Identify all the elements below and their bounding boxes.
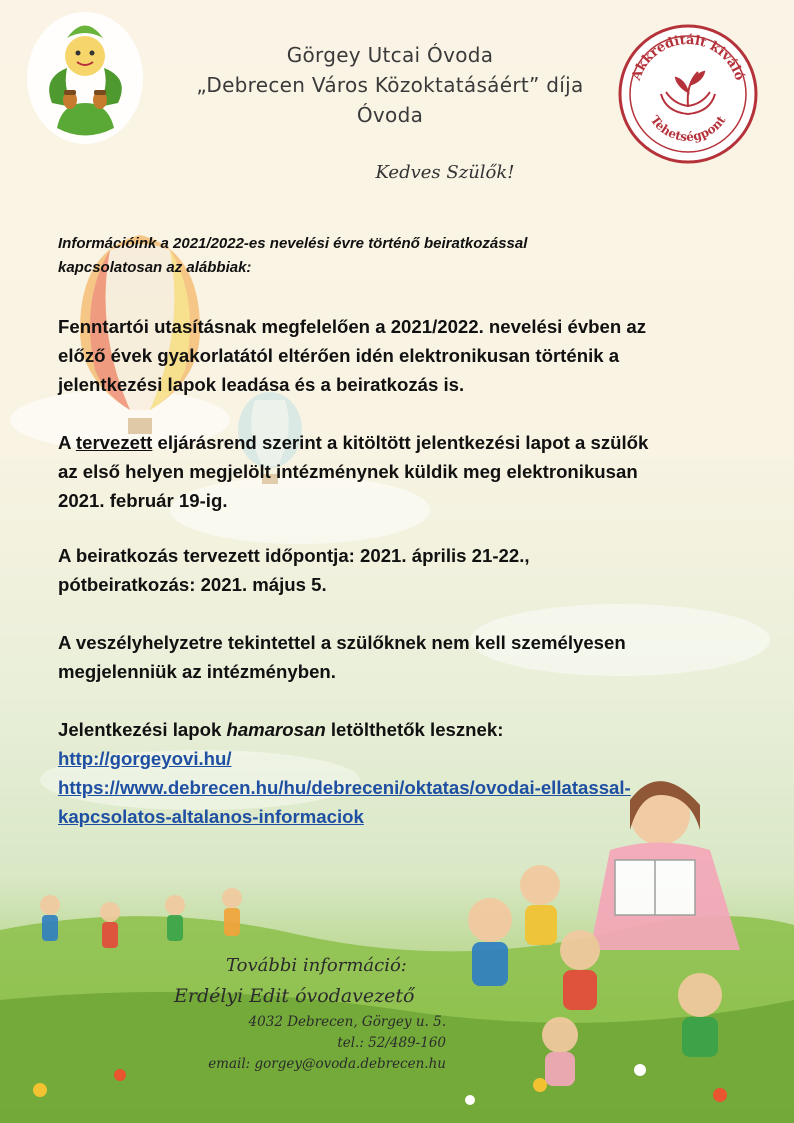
link-debrecen-line2[interactable]: kapcsolatos-altalanos-informaciok [58,806,364,827]
footer-title: További információ: [226,955,407,976]
seal-bottom-text: Tehetségpont [647,113,729,145]
underlined-word: tervezett [75,432,153,453]
paragraph-line: A veszélyhelyzetre tekintettel a szülőknek nem kell személyesen [58,632,626,653]
accreditation-seal [616,22,760,166]
footer-name: Erdélyi Edit óvodavezető [174,985,415,1007]
intro-text [58,232,678,280]
paragraph-line [58,715,748,744]
school-award: „Debrecen Város Közoktatásáért” díja [196,73,584,97]
paragraph-line: Fenntartói utasításnak megfelelően a 2021/2022. nevelési évben az [58,316,647,337]
paragraph-line: az első helyen megjelölt intézménynek küldik meg elektronikusan [58,461,638,482]
paragraph-line [58,428,748,457]
paragraph-electronic-enrollment [58,312,748,399]
paragraph-procedure [58,428,748,515]
paragraph-suffix: letölthetők lesznek: [325,719,504,740]
footer-phone: tel.: 52/489-160 [337,1035,446,1051]
paragraph-line: 2021. február 19-ig. [58,490,228,511]
paragraph-dates [58,541,748,599]
school-header [160,40,620,130]
italic-word: hamarosan [226,719,326,740]
paragraph-line: előző évek gyakorlatától eltérően idén elektronikusan történik a [58,345,620,366]
intro-line: kapcsolatosan az alábbiak: [58,259,252,276]
paragraph-prefix: A [58,432,76,453]
paragraph-line: pótbeiratkozás: 2021. május 5. [58,574,327,595]
intro-line: Információink a 2021/2022-es nevelési évre történő beiratkozással [58,235,528,252]
greeting: Kedves Szülők! [375,162,515,183]
school-type: Óvoda [356,103,424,127]
link-debrecen-line1[interactable]: https://www.debrecen.hu/hu/debreceni/oktatas/ovodai-ellatassal- [58,777,631,798]
paragraph-emergency [58,628,748,686]
contact-footer [170,952,470,1075]
paragraph-line: A beiratkozás tervezett időpontja: 2021. április 21-22., [58,545,530,566]
kindergarten-mascot-logo [22,8,148,148]
footer-address: 4032 Debrecen, Görgey u. 5. [248,1014,446,1030]
paragraph-line: megjelenniük az intézményben. [58,661,336,682]
paragraph-rest: eljárásrend szerint a kitöltött jelentkezési lapot a szülők [152,432,649,453]
link-gorgeyovi[interactable]: http://gorgeyovi.hu/ [58,748,232,769]
paragraph-prefix: Jelentkezési lapok [58,719,227,740]
footer-email: email: gorgey@ovoda.debrecen.hu [208,1056,446,1072]
paragraph-downloads [58,715,748,831]
seal-top-text: Akkreditált kiváló [629,32,747,83]
school-name: Görgey Utcai Óvoda [286,43,494,67]
paragraph-line: jelentkezési lapok leadása és a beiratkozás is. [58,374,465,395]
